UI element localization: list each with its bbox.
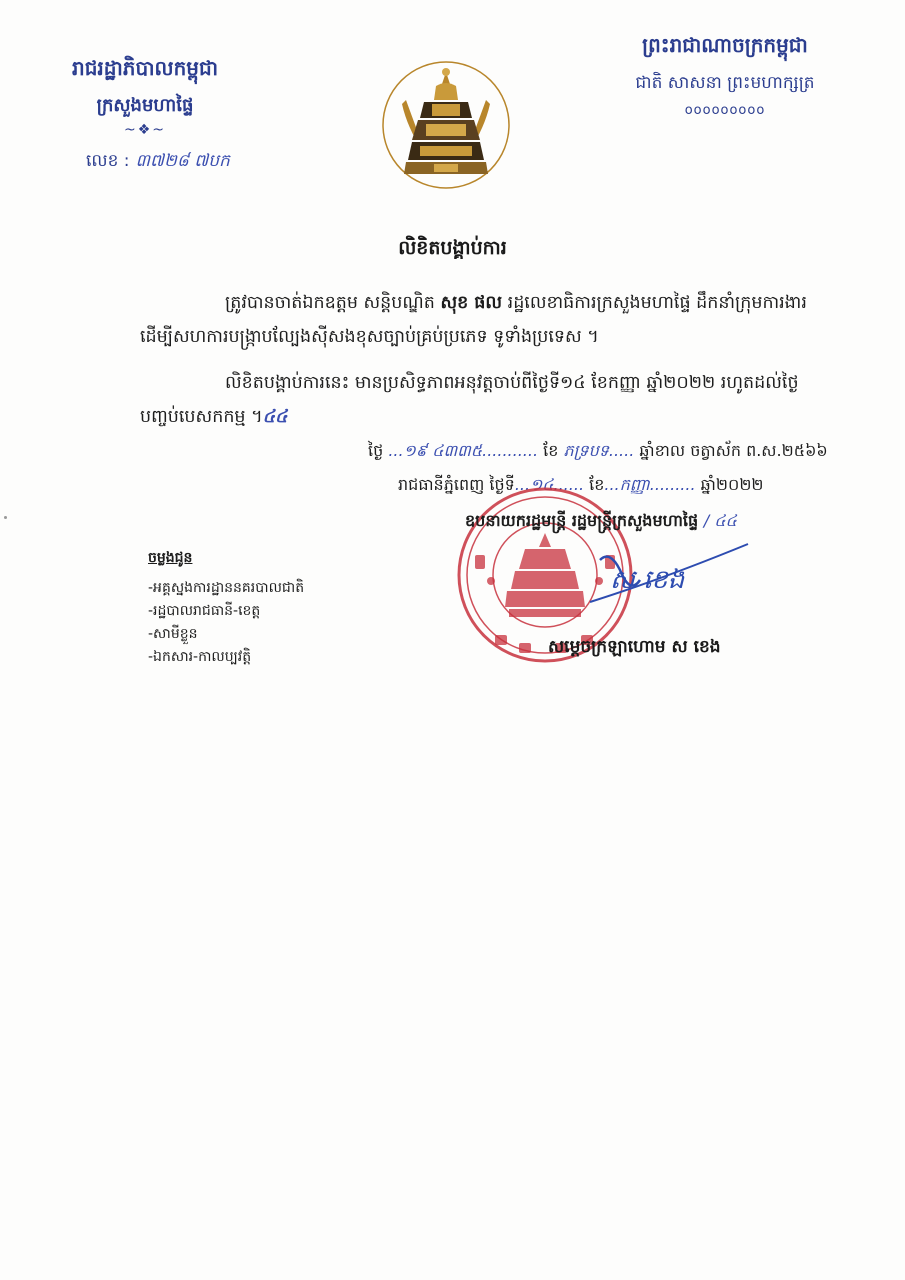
reference-value: ៣៧២៨ ៧បក	[135, 151, 230, 171]
ministry-name: ក្រសួងមហាផ្ទៃ	[96, 95, 194, 116]
national-motto: ជាតិ សាសនា ព្រះមហាក្សត្រ	[635, 73, 815, 93]
header-left	[55, 55, 235, 138]
lunar-day-value: ...១៩ ៤៣៣៥...........	[388, 441, 539, 460]
paragraph2-text: លិខិតបង្គាប់ការនេះ មានប្រសិទ្ធភាពអនុវត្តចាប់ពីថ្ងៃទី១៤ ខែកញ្ញា ឆ្នាំ២០២២ រហូតដល់ថ្ងៃបញ្ចប់បេសកកម្ម ។	[140, 373, 799, 427]
cc-title: ចម្លងជូន	[148, 550, 193, 566]
lunar-date-line	[368, 440, 828, 464]
signature-text: ស ខេង	[610, 565, 685, 595]
solar-month-value: ...កញ្ញា.........	[604, 475, 696, 494]
header-left-ornament: ~❖~	[123, 122, 166, 138]
scan-speck	[4, 516, 7, 519]
cc-list	[148, 548, 304, 669]
solar-year-text: ឆ្នាំ២០២២	[700, 475, 764, 494]
signer-title-text: ឧបនាយករដ្ឋមន្ត្រី រដ្ឋមន្ត្រីក្រសួងមហាផ្ទៃ	[465, 511, 699, 530]
document-title: លិខិតបង្គាប់ការ	[398, 237, 507, 259]
handwritten-initial: ៤៤	[262, 407, 288, 427]
lunar-day-label: ថ្ងៃ	[368, 441, 384, 460]
lunar-year-text: ឆ្នាំខាល ចត្វាស័ក ព.ស.២៥៦៦	[639, 441, 828, 460]
cc-item: -ឯកសារ-កាលប្បវត្តិ	[148, 649, 252, 665]
place-day-label: រាជធានីភ្នំពេញ ថ្ងៃទី	[398, 475, 515, 494]
signer-title	[465, 510, 737, 534]
signer-name: សម្តេចក្រឡាហោម ស ខេង	[548, 637, 721, 657]
kingdom-name: ព្រះរាជាណាចក្រកម្ពុជា	[642, 33, 808, 57]
lunar-month-value: ភទ្របទ.....	[563, 441, 635, 460]
royal-emblem-icon	[376, 60, 516, 190]
reference-number	[86, 150, 230, 175]
handwritten-signature	[570, 540, 770, 610]
cc-item: -អគ្គស្នងការដ្ឋាននគរបាលជាតិ	[148, 580, 305, 596]
signer-title-handwritten: / ៤៤	[703, 511, 737, 530]
solar-day-value: ...១៤......	[514, 475, 585, 494]
paragraph1-before: ត្រូវបានចាត់ឯកឧត្តម សន្តិបណ្ឌិត	[225, 293, 441, 313]
reference-label: លេខ :	[86, 151, 130, 171]
solar-month-label: ខែ	[589, 475, 605, 494]
lunar-month-label: ខែ	[543, 441, 559, 460]
cc-item: -រដ្ឋបាលរាជធានី-ខេត្ត	[148, 603, 261, 619]
paragraph-assignment	[140, 286, 830, 354]
cc-item: -សាមីខ្លួន	[148, 626, 198, 642]
assignee-name: សុខ ផល	[440, 293, 503, 313]
header-right	[600, 32, 850, 118]
header-right-ornament: ooooooooo	[684, 103, 766, 118]
paragraph1-after: រដ្ឋលេខាធិការក្រសួងមហាផ្ទៃ ដឹកនាំក្រុមការងារ ដើម្បីសហការបង្ក្រាបល្បែងស៊ីសងខុសច្បាប់គ្រប់ប្រភេទ ទូទាំងប្រទេស ។	[140, 293, 807, 347]
government-name: រាជរដ្ឋាភិបាលកម្ពុជា	[72, 56, 218, 80]
paragraph-effective	[140, 366, 830, 434]
